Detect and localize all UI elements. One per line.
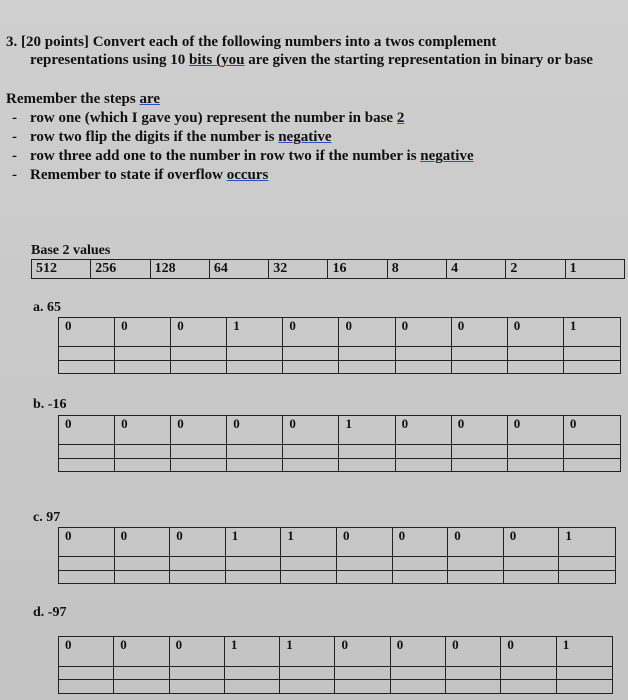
step-text: row three add one to the number in row two if the number is [30, 148, 421, 164]
question-line2-underlined: bits (you [189, 52, 245, 68]
answer-cell[interactable] [280, 667, 335, 681]
answer-cell[interactable] [564, 347, 620, 360]
bit-cell: 0 [448, 528, 504, 557]
answer-cell[interactable] [115, 571, 171, 583]
answer-cell[interactable] [508, 347, 564, 360]
answer-cell[interactable] [59, 571, 115, 583]
bit-cell: 0 [501, 637, 556, 667]
base2-value-cell: 128 [151, 260, 210, 278]
answer-cell[interactable] [59, 680, 114, 693]
bit-cell: 0 [446, 637, 501, 667]
answer-cell[interactable] [504, 571, 560, 583]
answer-cell[interactable] [396, 445, 452, 458]
bit-cell: 0 [227, 416, 283, 445]
part-a-label: a. 65 [33, 300, 61, 315]
bit-cell: 0 [508, 416, 564, 445]
bit-cell: 0 [564, 416, 620, 445]
bit-cell: 1 [227, 318, 283, 347]
steps-list [6, 109, 606, 185]
step-item [6, 147, 606, 166]
bit-cell: 1 [557, 637, 612, 667]
answer-cell[interactable] [227, 459, 283, 471]
answer-cell[interactable] [508, 459, 564, 471]
answer-cell[interactable] [59, 557, 115, 570]
bit-cell: 1 [226, 528, 282, 557]
step-underlined: occurs [226, 167, 269, 183]
answer-cell[interactable] [391, 667, 446, 681]
remember-heading-text: Remember the steps [6, 91, 140, 107]
answer-cell[interactable] [283, 459, 339, 471]
answer-cell[interactable] [227, 347, 283, 360]
answer-cell[interactable] [115, 347, 171, 360]
answer-cell[interactable] [335, 680, 390, 693]
bit-cell: 0 [170, 528, 226, 557]
answer-cell[interactable] [391, 680, 446, 693]
bit-cell: 0 [171, 416, 227, 445]
answer-cell[interactable] [446, 680, 501, 693]
answer-cell[interactable] [396, 361, 452, 373]
bit-cell: 0 [59, 416, 115, 445]
answer-cell[interactable] [446, 667, 501, 681]
answer-cell[interactable] [452, 361, 508, 373]
answer-cell[interactable] [339, 361, 395, 373]
answer-cell[interactable] [114, 680, 169, 693]
answer-cell[interactable] [335, 667, 390, 681]
base2-value-cell: 4 [447, 260, 506, 278]
answer-cell[interactable] [396, 347, 452, 360]
bit-cell: 0 [59, 318, 115, 347]
question-heading [6, 33, 621, 69]
answer-cell[interactable] [559, 571, 615, 583]
answer-cell[interactable] [225, 667, 280, 681]
bit-cell: 0 [452, 318, 508, 347]
answer-cell[interactable] [59, 459, 115, 471]
part-b-table [58, 415, 621, 472]
part-b-label: b. -16 [33, 397, 67, 412]
answer-cell[interactable] [557, 680, 612, 693]
answer-cell[interactable] [170, 667, 225, 681]
base2-value-cell: 16 [328, 260, 387, 278]
answer-cell[interactable] [59, 347, 115, 360]
step-item [6, 128, 606, 147]
bit-cell: 0 [115, 318, 171, 347]
step-underlined: negative [420, 148, 474, 164]
part-d-label: d. -97 [33, 605, 67, 620]
answer-cell[interactable] [559, 557, 615, 570]
answer-cell[interactable] [564, 445, 620, 458]
bit-cell: 0 [339, 318, 395, 347]
part-c-label: c. 97 [33, 510, 61, 525]
answer-cell[interactable] [226, 557, 282, 570]
answer-cell[interactable] [171, 445, 227, 458]
bit-cell: 1 [225, 637, 280, 667]
answer-cell[interactable] [227, 445, 283, 458]
bit-cell: 0 [508, 318, 564, 347]
answer-cell[interactable] [339, 459, 395, 471]
answer-cell[interactable] [508, 445, 564, 458]
bit-cell: 0 [335, 637, 390, 667]
answer-cell[interactable] [171, 347, 227, 360]
answer-cell[interactable] [501, 680, 556, 693]
bit-cell: 0 [283, 318, 339, 347]
answer-cell[interactable] [171, 459, 227, 471]
answer-cell[interactable] [280, 680, 335, 693]
bit-cell: 1 [339, 416, 395, 445]
answer-cell[interactable] [448, 557, 504, 570]
base2-value-cell: 512 [32, 260, 91, 278]
bit-cell: 0 [396, 416, 452, 445]
answer-cell[interactable] [115, 459, 171, 471]
step-text: row one (which I gave you) represent the number in base [30, 110, 397, 126]
base2-value-cell: 256 [91, 260, 150, 278]
base2-values-row [31, 259, 625, 279]
base2-value-cell: 64 [210, 260, 269, 278]
bit-cell: 0 [337, 528, 393, 557]
answer-cell[interactable] [226, 571, 282, 583]
answer-cell[interactable] [170, 571, 226, 583]
answer-cell[interactable] [115, 361, 171, 373]
bit-cell: 0 [283, 416, 339, 445]
part-c-table [58, 527, 616, 584]
answer-cell[interactable] [452, 459, 508, 471]
answer-cell[interactable] [564, 361, 620, 373]
answer-cell[interactable] [508, 361, 564, 373]
base2-value-cell: 8 [388, 260, 447, 278]
question-number: 3. [6, 34, 18, 50]
answer-cell[interactable] [448, 571, 504, 583]
answer-cell[interactable] [115, 445, 171, 458]
question-line1: Convert each of the following numbers into a twos complement [92, 34, 497, 50]
answer-cell[interactable] [564, 459, 620, 471]
answer-cell[interactable] [452, 445, 508, 458]
answer-cell[interactable] [227, 361, 283, 373]
answer-cell[interactable] [59, 445, 115, 458]
bit-cell: 1 [559, 528, 615, 557]
base2-value-cell: 32 [269, 260, 328, 278]
step-item [6, 109, 606, 128]
answer-cell[interactable] [283, 361, 339, 373]
answer-cell[interactable] [339, 445, 395, 458]
part-a-table [58, 317, 621, 374]
base2-value-cell: 1 [569, 261, 577, 276]
answer-cell[interactable] [557, 667, 612, 681]
bit-cell: 1 [564, 318, 620, 347]
answer-cell[interactable] [283, 347, 339, 360]
answer-cell[interactable] [393, 557, 449, 570]
bit-cell: 0 [396, 318, 452, 347]
answer-cell[interactable] [114, 667, 169, 681]
answer-cell[interactable] [337, 571, 393, 583]
bit-cell: 1 [280, 637, 335, 667]
answer-cell[interactable] [339, 347, 395, 360]
answer-cell[interactable] [170, 680, 225, 693]
base2-label: Base 2 values [31, 243, 111, 258]
answer-cell[interactable] [171, 361, 227, 373]
step-item [6, 166, 606, 185]
bit-cell: 0 [115, 528, 171, 557]
answer-cell[interactable] [225, 680, 280, 693]
bit-cell: 0 [170, 637, 225, 667]
question-line2 [6, 51, 621, 69]
bit-cell: 0 [171, 318, 227, 347]
answer-cell[interactable] [452, 347, 508, 360]
bit-cell: 0 [115, 416, 171, 445]
bit-cell: 0 [393, 528, 449, 557]
answer-cell[interactable] [501, 667, 556, 681]
answer-cell[interactable] [396, 459, 452, 471]
step-underlined: negative [278, 129, 332, 145]
bit-cell: 0 [114, 637, 169, 667]
answer-cell[interactable] [170, 557, 226, 570]
answer-cell[interactable] [281, 571, 337, 583]
question-line2-text: representations using 10 [30, 52, 190, 68]
bit-cell: 0 [59, 637, 114, 667]
question-line2-rest: are given the starting representation in binary or base [244, 52, 593, 68]
bit-cell: 0 [59, 528, 115, 557]
remember-steps [6, 90, 606, 185]
part-d-table [58, 636, 613, 694]
bit-cell: 1 [281, 528, 337, 557]
answer-cell[interactable] [59, 361, 115, 373]
bit-cell: 0 [504, 528, 560, 557]
step-text: Remember to state if overflow [30, 167, 227, 183]
step-underlined: 2 [396, 110, 405, 126]
remember-heading-underlined: are [139, 91, 160, 107]
step-text: row two flip the digits if the number is [30, 129, 279, 145]
answer-cell[interactable] [283, 445, 339, 458]
answer-cell[interactable] [59, 667, 114, 681]
bit-cell: 0 [391, 637, 446, 667]
remember-heading [6, 90, 606, 109]
answer-cell[interactable] [337, 557, 393, 570]
base2-value-cell: 2 [506, 260, 565, 278]
answer-cell[interactable] [281, 557, 337, 570]
answer-cell[interactable] [504, 557, 560, 570]
bit-cell: 0 [452, 416, 508, 445]
question-points: [20 points] [21, 34, 89, 50]
answer-cell[interactable] [393, 571, 449, 583]
answer-cell[interactable] [115, 557, 171, 570]
